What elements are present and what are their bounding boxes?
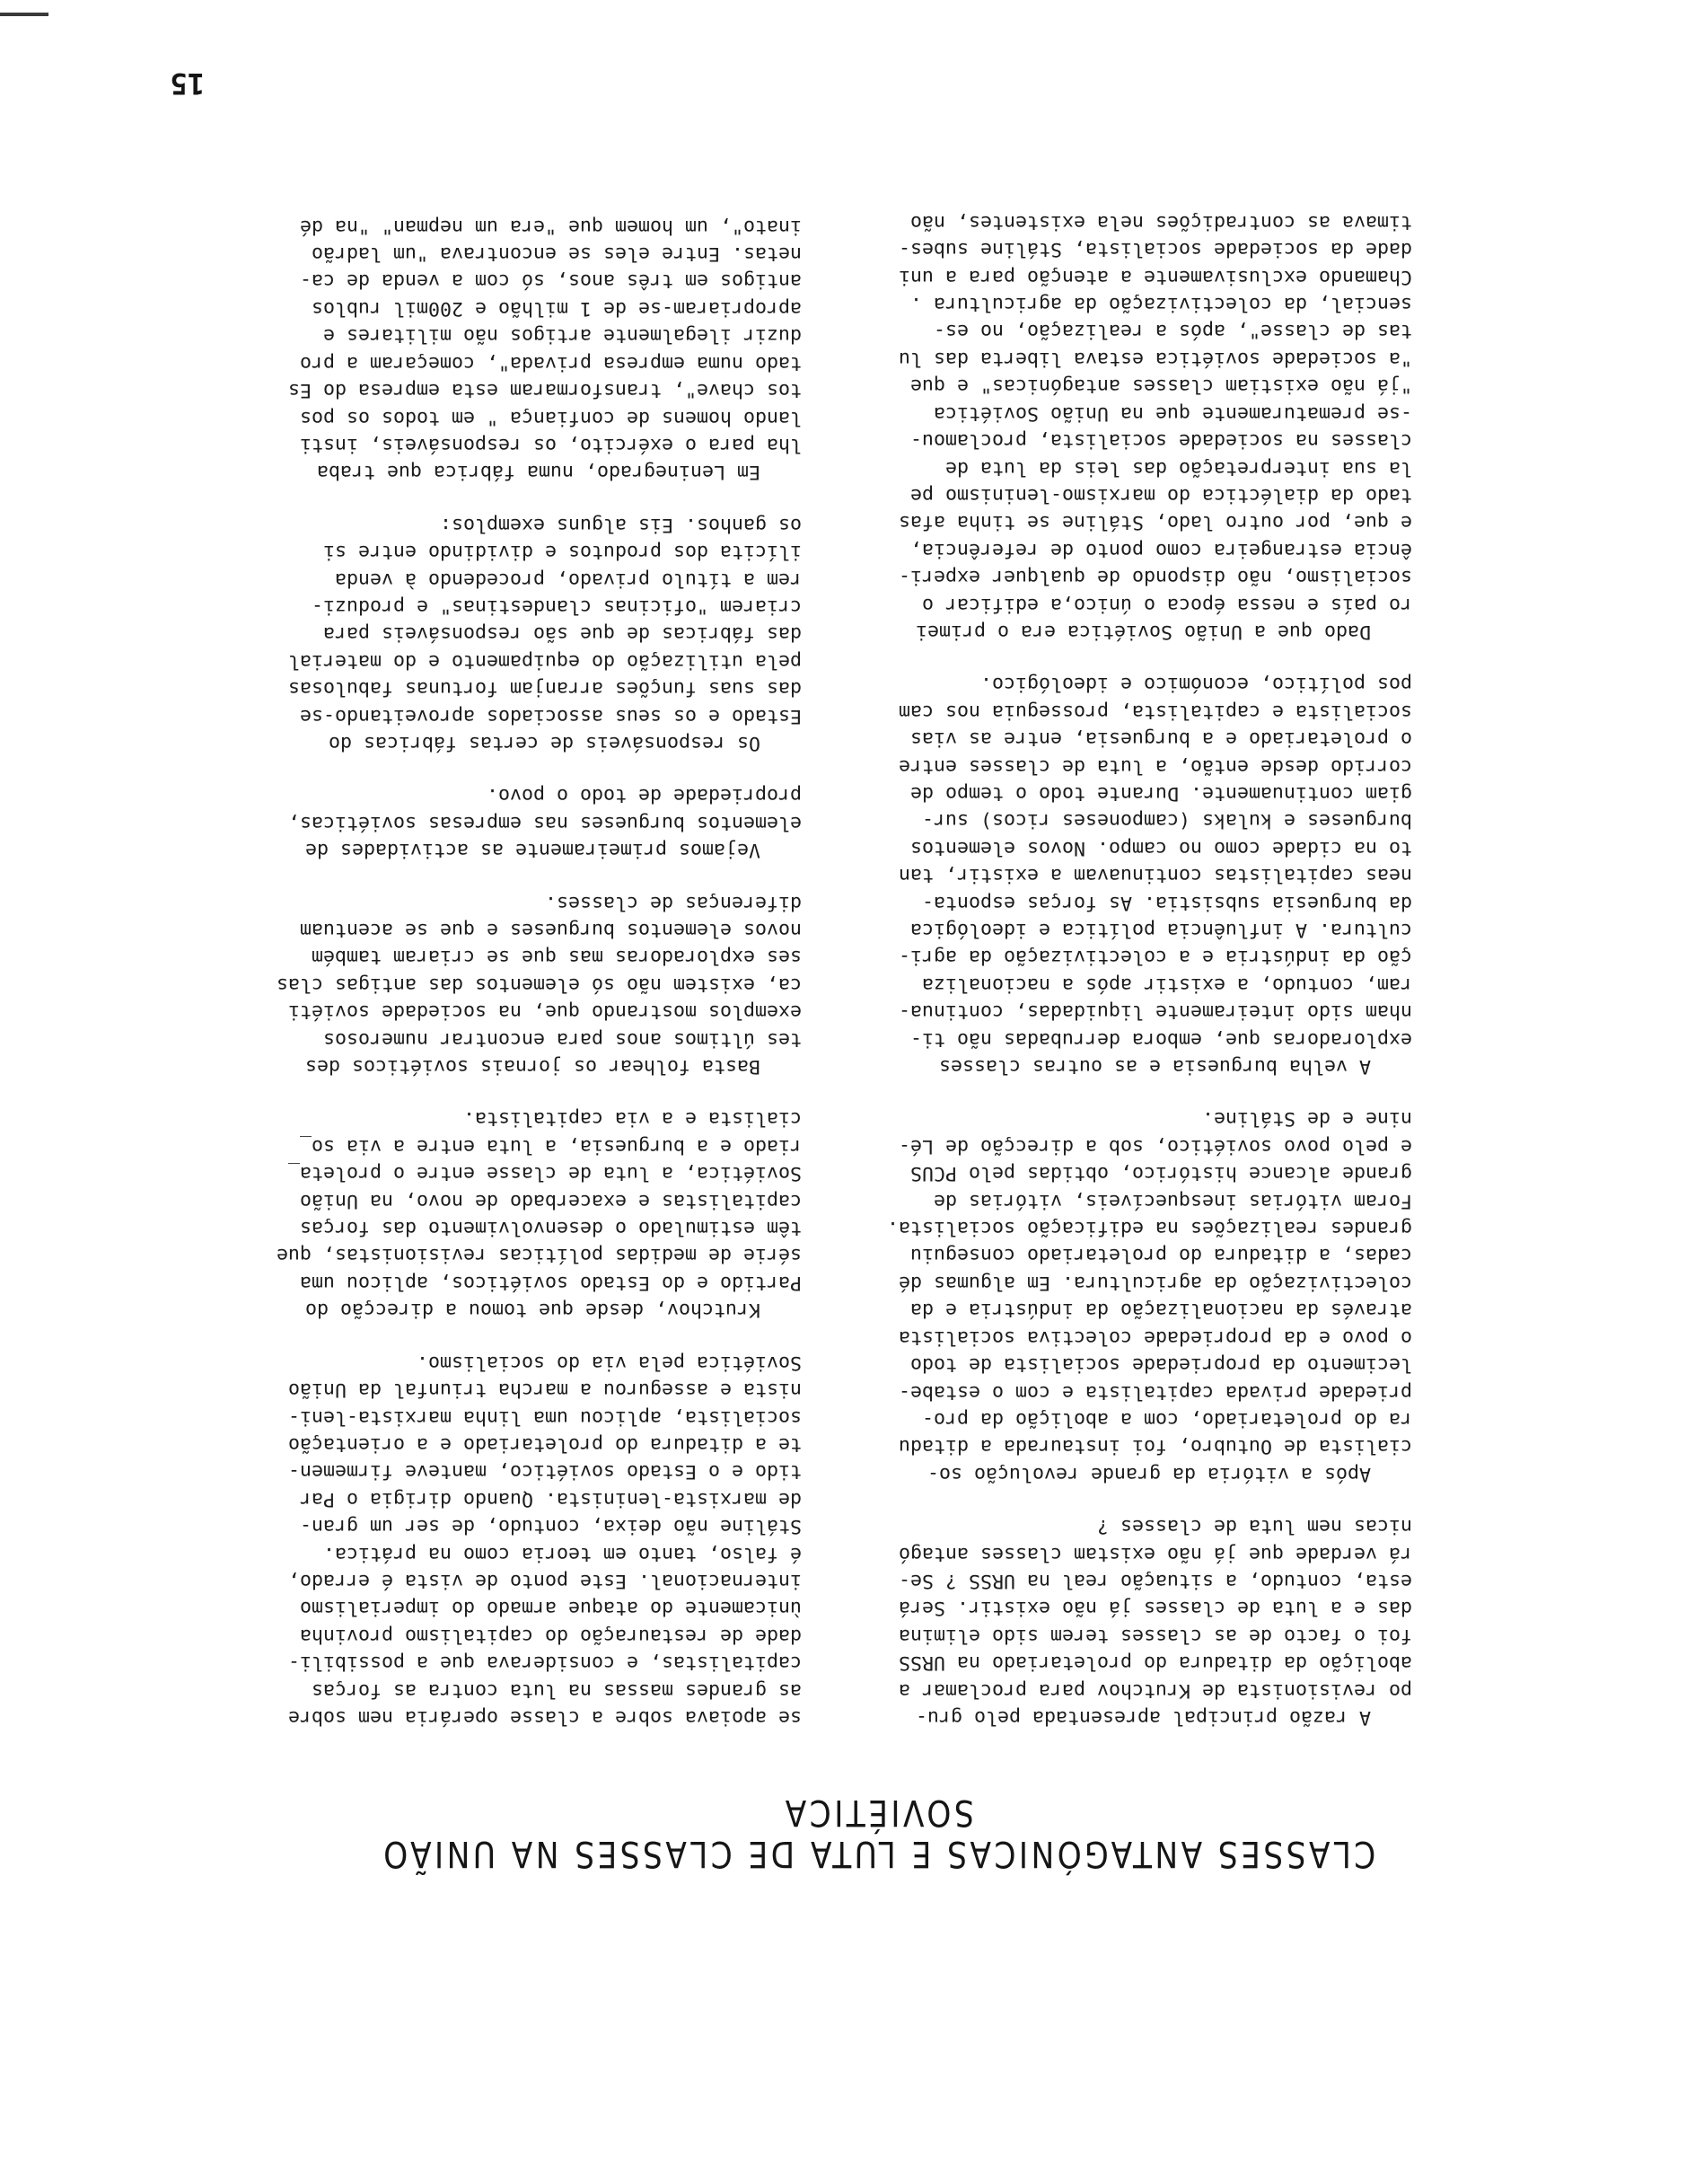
- page-number: 15: [170, 66, 205, 101]
- paragraph: A velha burguesia e as outras classes exploradoras que, embora derrubadas não ti- nham sido inteiramente liquidadas, continua- ram, contudo, a existir após a nacionaliza ção da indústria e a colectivização da agri- cultura. A influência política e ideológica da burguesia subsistia. As forças esponta- neas capitalistas continuavam a existir, tan to na cidade como no campo. Novos elementos burgueses e kulaks (camponeses ricos) sur- giam continuamente. Durante todo o tempo de corrido desde então, a luta de classes entre o proletariado e a burguesia, entre as vias socialista e capitalista, prosseguia nos cam pos político, económico e ideológico.: [898, 673, 1412, 1079]
- paragraph-continued: se apoiava sobre a classe operária nem sobre as grandes massas na luta contra as forças capitalistas, e considerava que a possibili- dade de restauração do capitalismo provinha ùnicamente do ataque armado do imperialismo internacional. Este ponto de vista é errado, é falso, tanto em teoria como na prática. Stáline não deixa, contudo, de ser um gran- de marxista-leninista. Quando dirigia o Par tido e o Estado soviético, manteve firmemen- te a ditadura do proletariado e a orientação socialista, aplicou uma linha marxista-leni- nista e assegurou a marcha triunfal da União Soviética pela via do socialismo.: [287, 1351, 802, 1729]
- right-column: [227, 187, 802, 1730]
- paragraph: Os responsáveis de certas fábricas do Estado e os seus associados aproveitando-se das suas funções arranjam fortunas fabulosas pela utilização do equipamento e do material das fábricas de que são responsáveis para criarem "oficinas clandestinas" e produzi- rem a título privado, procedendo à venda ilícita dos produtos e dividindo entre si os ganhos. Eis alguns exemplos:: [287, 513, 802, 754]
- paragraph: Dado que a União Soviética era o primei ro país e nessa época o único,a edificar o socialismo, não dispondo de qualquer experi- ência estrangeira como ponto de referência, e que, por outro lado, Stáline se tinha afas tado da dialéctica do marxismo-leninismo pe la sua interpretação das leis da luta de classes na sociedade socialista, proclamou- -se prematuramente que na União Soviética "já não existiam classes antagónicas" e que "a sociedade soviética estava liberta das lu tas de classe", após a realização, no es- sencial, da colectivização da agricultura . Chamando exclusivamente a atenção para a uni dade da sociedade socialista, Stáline subes- timava as contradições nela existentes, não: [898, 210, 1412, 643]
- left-column: [838, 182, 1412, 1730]
- scan-margin-mark: [0, 13, 48, 16]
- paragraph: Em Leninegrado, numa fábrica que traba lha para o exército, os responsáveis, insti lando homens de confiança " em todos os pos tos chave", transformaram esta empresa do Es tado numa empresa privada", começaram a pro duzir ilegalmente artigos não militares e apropriaram-se de 1 milhão e 200mil rublos antigos em três anos, só com a venda de ca- netas. Entre eles se encontrava "um ladrão inato", um homem que "era um nepman" "na dé: [287, 215, 802, 484]
- article-title: CLASSES ANTAGÓNICAS E LUTA DE CLASSES NA UNIÃO SOVIÉTICA: [380, 1792, 1376, 1874]
- paragraph: Vejamos primeiramente as actividades de elementos burgueses nas empresas soviéticas, propriedade de todo o povo.: [287, 784, 802, 862]
- paragraph: Após a vitória da grande revolução so- cialista de Outubro, foi instaurada a ditadu ra do proletariado, com a abolição da pro- priedade privada capitalista e com o estabe- lecimento da propriedade socialista de todo o povo e da propriedade colectiva socialista através da nacionalização da indústria e da colectivização da agricultura. Em algumas dé cadas, a ditadura do proletariado conseguiu grandes realizações na edificação socialista. Foram vitórias inesquecíveis, vitórias de grande alcance histórico, obtidas pelo PCUS e pelo povo soviético, sob a direcção de Lé- nine e de Stáline.: [886, 1107, 1412, 1485]
- paragraph: Krutchov, desde que tomou a direcção do Partido e do Estado soviéticos, aplicou uma série de medidas políticas revisionistas, que têm estimulado o desenvolvimento das forças capitalistas e exacerbado de novo, na União Soviética, a luta de classe entre o proleta_ riado e a burguesia, a luta entre a via so_ cialista e a via capitalista.: [276, 1107, 802, 1322]
- paragraph: Basta folhear os jornais soviéticos des tes últimos anos para encontrar numerosos exemplos mostrando que, na sociedade soviéti ca, existem não só elementos das antigas clas ses exploradoras mas que se criaram também novos elementos burgueses e que se acentuam diferenças de classes.: [276, 891, 802, 1079]
- paragraph: A razão principal apresentada pelo gru- po revisionista de Krutchov para proclamar a abolição da ditadura do proletariado na URSS foi o facto de as classes terem sido elimina das e a luta de classes já não existir. Será esta, contudo, a situação real na URSS ? Se- rá verdade que já não existam classes antagó nicas nem luta de classes ?: [898, 1515, 1412, 1729]
